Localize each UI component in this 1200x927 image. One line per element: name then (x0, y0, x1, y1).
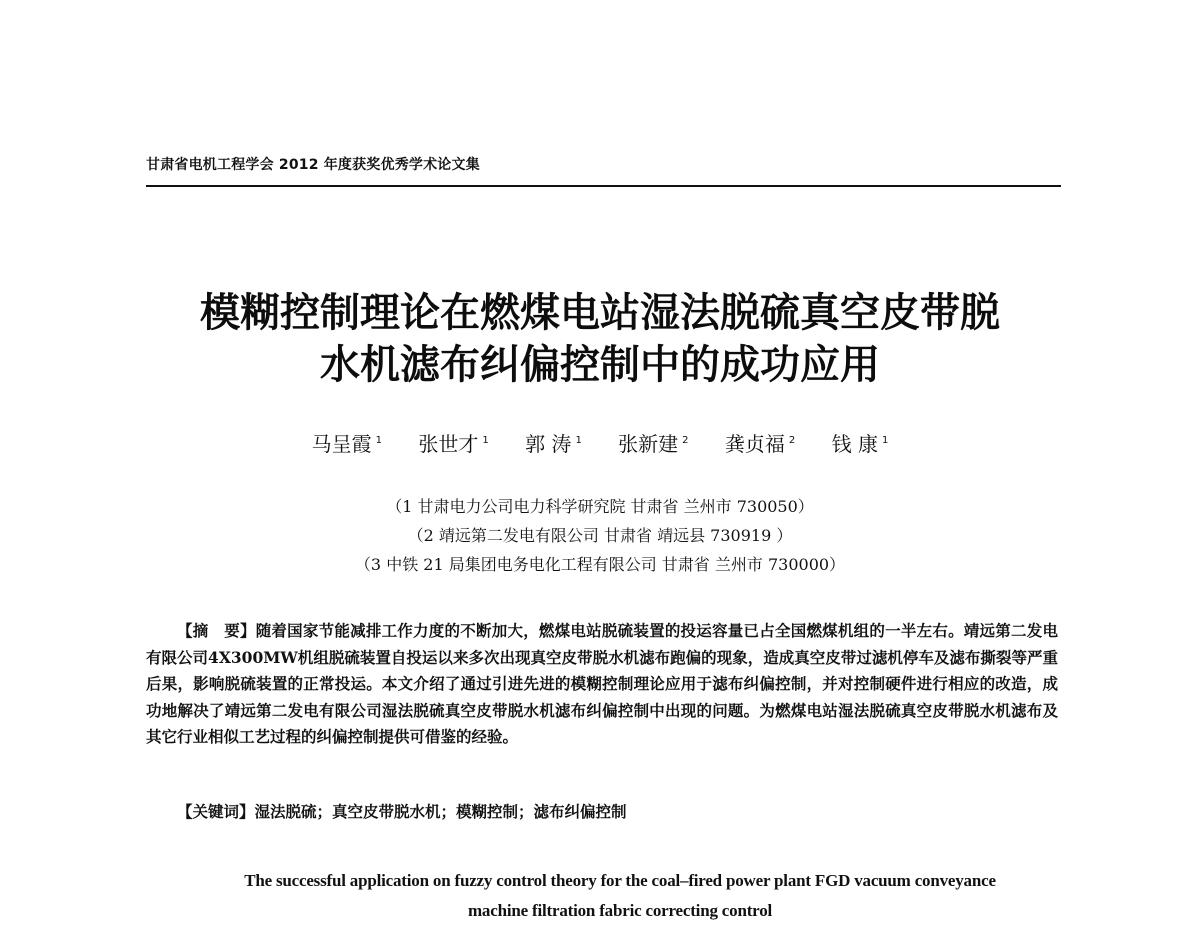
author (832, 428, 889, 457)
author (618, 428, 688, 457)
author-affiliation-mark: 1 (882, 435, 889, 447)
keywords-text: 湿法脱硫；真空皮带脱水机；模糊控制；滤布纠偏控制 (254, 802, 627, 821)
author-affiliation-mark: 1 (482, 435, 489, 447)
affiliation-line: （1 甘肃电力公司电力科学研究院 甘肃省 兰州市 730050） (386, 497, 814, 516)
keywords-label: 【关键词】 (177, 803, 255, 821)
paper-title (130, 287, 1070, 391)
author-name: 郭 涛 (525, 432, 572, 456)
author-affiliation-mark: 1 (375, 435, 382, 447)
author-name: 马呈霞 (311, 432, 372, 456)
author-name: 张新建 (618, 432, 679, 456)
author-name: 钱 康 (831, 432, 878, 456)
author-name: 张世才 (418, 432, 479, 456)
abstract (146, 618, 1058, 751)
abstract-text: 随着国家节能减排工作力度的不断加大，燃煤电站脱硫装置的投运容量已占全国燃煤机组的一半左右。靖远第二发电有限公司4X300MW机组脱硫装置自投运以来多次出现真空皮带脱水机滤布跑偏的现象，造成真空皮带过滤机停车及滤布撕裂等严重后果，影响脱硫装置的正常投运。本文介绍了通过引进先进的模糊控制理论应用于滤布纠偏控制，并对控制硬件进行相应的改造，成功地解决了靖远第二发电有限公司湿法脱硫真空皮带脱水机滤布纠偏控制中出现的问题。为燃煤电站湿法脱硫真空皮带脱水机滤布及其它行业相似工艺过程的纠偏控制提供可借鉴的经验。 (146, 621, 1058, 746)
english-title-line-2: machine filtration fabric correcting control (467, 901, 773, 920)
keywords (146, 800, 1058, 822)
english-title-line-1: The successful application on fuzzy control theory for the coal–fired power plant FGD vacuum conveyance (244, 871, 996, 890)
running-header: 甘肃省电机工程学会 2012 年度获奖优秀学术论文集 (146, 157, 480, 173)
affiliation-line: （2 靖远第二发电有限公司 甘肃省 靖远县 730919 ） (407, 526, 793, 545)
author (418, 428, 488, 457)
author-affiliation-mark: 2 (682, 435, 689, 447)
affiliation-list (200, 492, 1000, 579)
abstract-label: 【摘 要】 (177, 622, 256, 640)
author-affiliation-mark: 2 (788, 435, 796, 447)
author (312, 428, 382, 457)
author (725, 428, 795, 457)
author-affiliation-mark: 1 (575, 435, 582, 447)
author-name: 龚贞福 (724, 432, 785, 456)
author-list (200, 428, 1000, 457)
header-rule (146, 185, 1061, 187)
affiliation-line: （3 中铁 21 局集团电务电化工程有限公司 甘肃省 兰州市 730000） (354, 555, 846, 574)
english-title (120, 866, 1120, 926)
author (525, 428, 582, 457)
paper-title-line-1: 模糊控制理论在燃煤电站湿法脱硫真空皮带脱 (200, 289, 1000, 336)
paper-title-line-2: 水机滤布纠偏控制中的成功应用 (320, 341, 880, 388)
